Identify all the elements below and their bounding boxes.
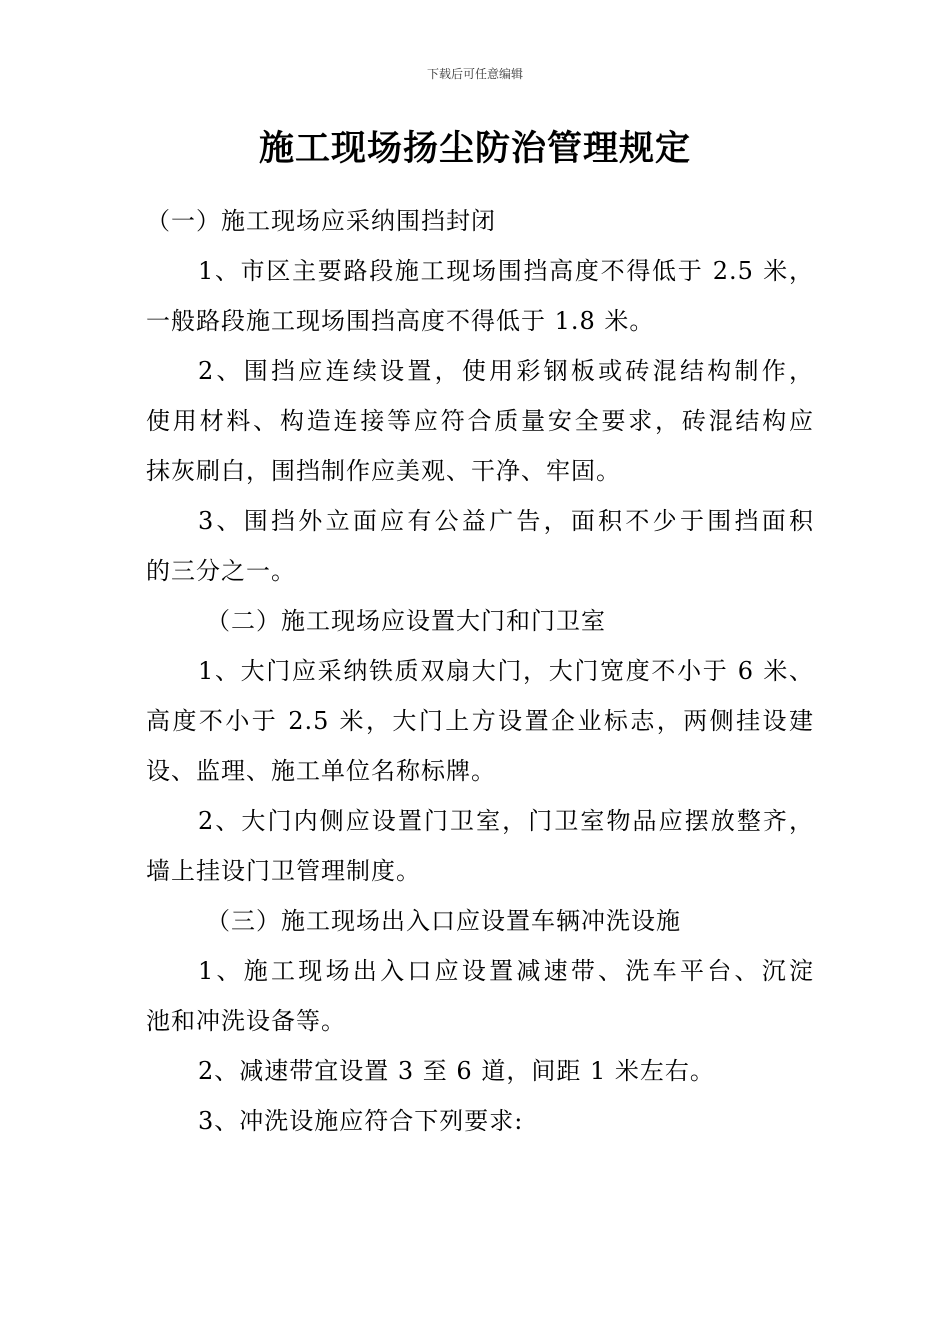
section-heading-3: （三）施工现场出入口应设置车辆冲洗设施 <box>206 907 681 935</box>
paragraph-line: 的三分之一。 <box>146 557 296 585</box>
paragraph-line: 1、市区主要路段施工现场围挡高度不得低于 2.5 米， <box>198 257 814 285</box>
header-note: 下载后可任意编辑 <box>426 67 523 81</box>
paragraph-line: 2、减速带宜设置 3 至 6 道，间距 1 米左右。 <box>198 1057 715 1085</box>
document-title: 施工现场扬尘防治管理规定 <box>258 128 691 169</box>
paragraph-line: 池和冲洗设备等。 <box>146 1007 346 1035</box>
section-heading-1: （一）施工现场应采纳围挡封闭 <box>146 207 496 235</box>
paragraph-line: 墙上挂设门卫管理制度。 <box>146 857 421 885</box>
paragraph-line: 3、围挡外立面应有公益广告，面积不少于围挡面积 <box>198 507 814 535</box>
section-heading-2: （二）施工现场应设置大门和门卫室 <box>206 607 606 635</box>
paragraph-line: 使用材料、构造连接等应符合质量安全要求，砖混结构应 <box>146 407 814 435</box>
paragraph-line: 设、监理、施工单位名称标牌。 <box>146 757 496 785</box>
paragraph-line: 3、冲洗设施应符合下列要求: <box>198 1107 524 1135</box>
document-body <box>146 196 814 1146</box>
paragraph-line: 高度不小于 2.5 米，大门上方设置企业标志，两侧挂设建 <box>146 707 814 735</box>
paragraph-line: 一般路段施工现场围挡高度不得低于 1.8 米。 <box>146 307 655 335</box>
paragraph-line: 抹灰刷白，围挡制作应美观、干净、牢固。 <box>146 457 621 485</box>
paragraph-line: 1、大门应采纳铁质双扇大门，大门宽度不小于 6 米、 <box>198 657 814 685</box>
paragraph-line: 1、施工现场出入口应设置减速带、洗车平台、沉淀 <box>198 957 814 985</box>
paragraph-line: 2、围挡应连续设置，使用彩钢板或砖混结构制作， <box>198 357 814 385</box>
paragraph-line: 2、大门内侧应设置门卫室，门卫室物品应摆放整齐， <box>198 807 814 835</box>
